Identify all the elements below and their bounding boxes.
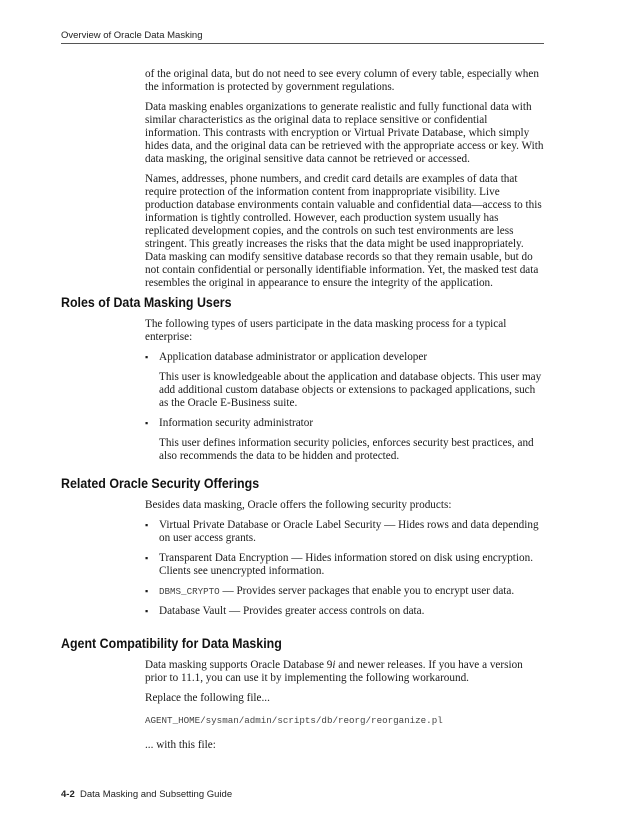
intro-section [145, 68, 545, 297]
list-item: ▪ Transparent Data Encryption — Hides information stored on disk using encryption. Clients see unencrypted information. [145, 552, 545, 578]
code-term: DBMS_CRYPTO [159, 586, 220, 597]
page-footer [61, 789, 232, 800]
intro-paragraph-2: Data masking enables organizations to generate realistic and fully functional data with similar characteristics as the original data to replace sensitive or confidential information. This contrasts with encryption or Virtual Private Database, which simply hides data, and the original data can be retrieved with the appropriate access or key. With data masking, the original sensitive data cannot be retrieved or accessed. [145, 101, 544, 165]
header-divider [61, 43, 544, 44]
agent-text-italic: i [332, 659, 336, 671]
intro-paragraph-1: of the original data, but do not need to see every column of every table, especially when the information is protected by government regulations. [145, 68, 539, 93]
agent-text-a: Data masking supports Oracle Database 9 [145, 659, 333, 671]
list-item [145, 585, 545, 598]
list-item: ▪ Virtual Private Database or Oracle Label Security — Hides rows and data depending on user access grants. [145, 519, 545, 545]
list-item: ▪ Database Vault — Provides greater access controls on data. [145, 605, 545, 618]
list-item-text: — Provides server packages that enable you to encrypt user data. [219, 585, 515, 597]
roles-intro: The following types of users participate in the data masking process for a typical enterprise: [145, 318, 507, 343]
agent-paragraph-1 [145, 659, 545, 685]
page-number: 4-2 [61, 789, 75, 800]
offerings-heading: Related Oracle Security Offerings [61, 476, 260, 491]
offerings-intro: Besides data masking, Oracle offers the following security products: [145, 499, 452, 511]
list-item-desc: This user is knowledgeable about the application and database objects. This user may add additional custom database objects or extensions to packaged applications, such as the Oracle E-Business suite. [159, 371, 542, 409]
intro-paragraph-3: Names, addresses, phone numbers, and credit card details are examples of data that require protection of the information content from inappropriate visibility. Live production database environments contain valuable and confidential data—access to this information is tightly controlled. However, each production system usually has replicated development copies, and the controls on such test environments are less stringent. This greatly increases the risks that the data might be used inappropriately. Data masking can modify sensitive database records so that they remain usable, but do not contain confidential or personally identifiable information. Yet, the masked test data resembles the original in appearance to ensure the integrity of the application. [145, 173, 542, 289]
file-path: AGENT_HOME/sysman/admin/scripts/db/reorg/reorganize.pl [145, 715, 443, 726]
list-item: ▪ Information security administrator [145, 417, 545, 430]
agent-paragraph-2: Replace the following file... [145, 692, 270, 704]
agent-text-b: and newer releases. If you have a version prior to 11.1, you can use it by implementing the following workaround. [145, 659, 523, 684]
roles-section [145, 318, 545, 470]
list-item: ▪ Application database administrator or application developer [145, 351, 545, 364]
agent-section [145, 659, 545, 759]
agent-paragraph-3: ... with this file: [145, 739, 216, 751]
offerings-section [145, 499, 545, 625]
list-item-desc: This user defines information security policies, enforces security best practices, and also recommends the data to be hidden and protected. [159, 437, 534, 462]
agent-heading: Agent Compatibility for Data Masking [61, 636, 282, 651]
book-title: Data Masking and Subsetting Guide [80, 789, 233, 800]
roles-heading: Roles of Data Masking Users [61, 295, 232, 310]
running-header: Overview of Oracle Data Masking [61, 30, 203, 41]
